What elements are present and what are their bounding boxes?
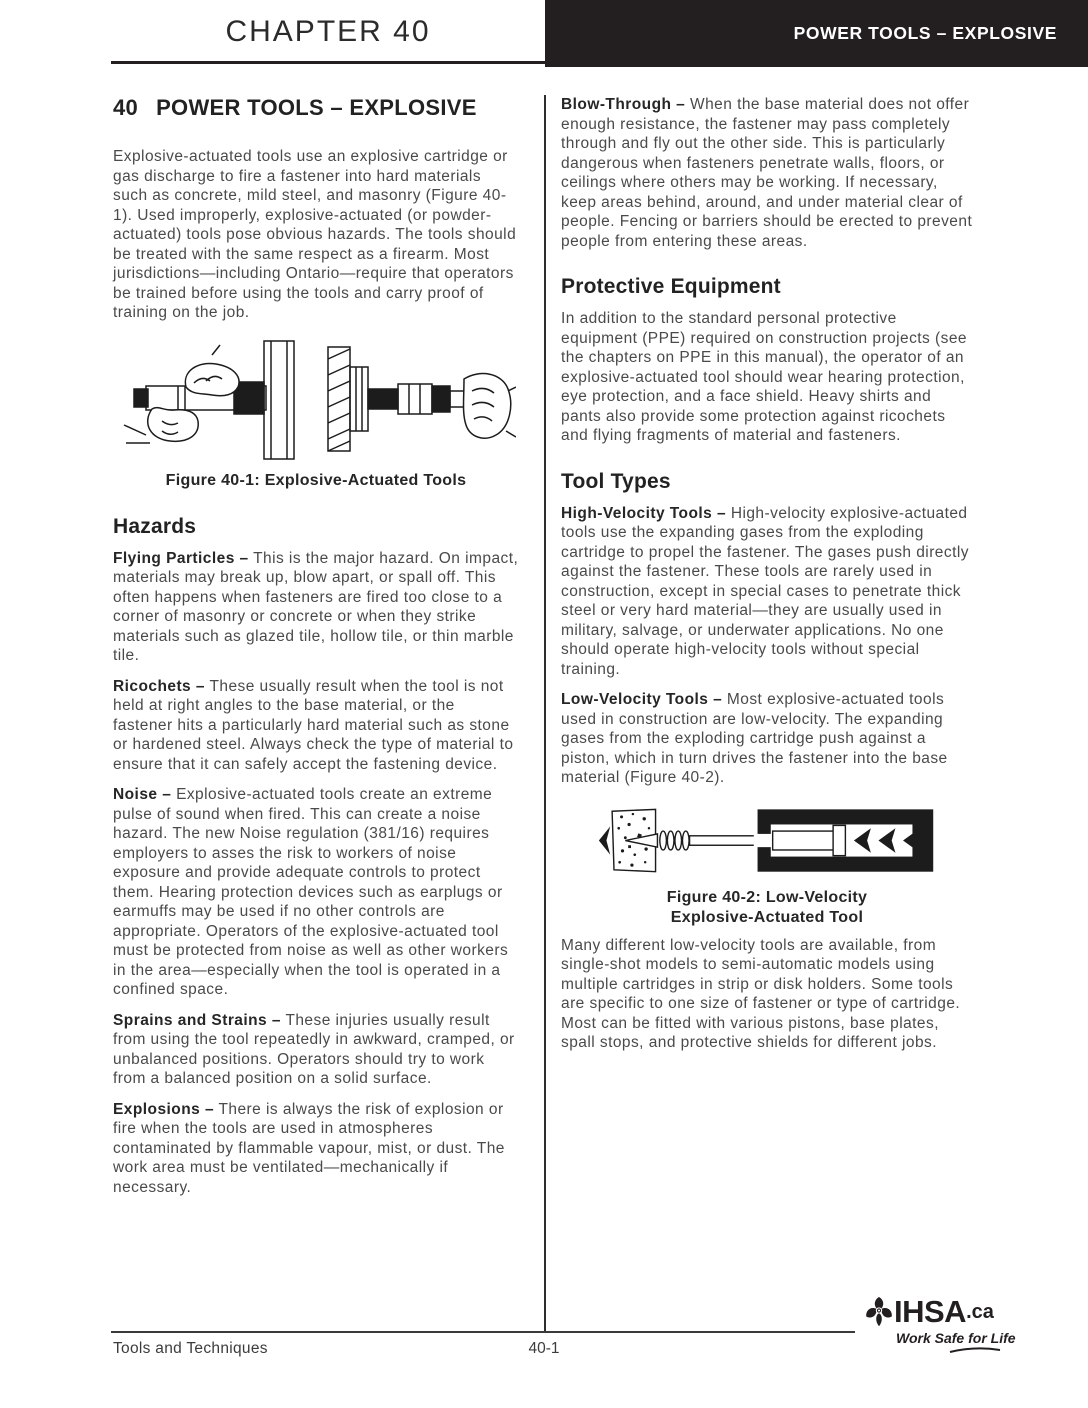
footer-section-name: Tools and Techniques (113, 1340, 268, 1357)
tool-type-label: High-Velocity Tools – (561, 504, 727, 522)
banner-title: POWER TOOLS – EXPLOSIVE (793, 23, 1057, 43)
hazard-blow-through: Blow-Through – When the base material does not offer enough resistance, the fastener may pass completely through and fly out the other side. This is particularly dangerous when fasteners penetrate walls, floors, or ceilings where others may be working. If necessary, keep areas behind, around, and under material clear of people. Fencing or barriers should be erected to prevent people from entering these areas. (561, 96, 973, 250)
hazard-explosions: Explosions – There is always the risk of explosion or fire when the tools are used in atmospheres contaminated by flammable vapour, mist, or dust. The work area must be ventilated—mechanically if necessary. (113, 1100, 505, 1196)
intro-paragraph: Explosive-actuated tools use an explosive cartridge or gas discharge to fire a fastener into hard materials such as concrete, mild steel, and masonry (Figure 40-1). Used improperly, explosive-actuated (or powder-actuated) tools pose obvious hazards. The tools should be treated with the same respect as a firearm. Most jurisdictions—including Ontario—require that operators be trained before using the tools and carry proof of training on the job. (113, 148, 517, 321)
hazard-label: Explosions – (113, 1100, 215, 1118)
section-title-text: POWER TOOLS – EXPLOSIVE (156, 95, 477, 120)
figure-40-2-caption: Figure 40-2: Low-Velocity Explosive-Actuated Tool (666, 888, 868, 926)
tagline-swoosh-icon (949, 1347, 1001, 1353)
hazard-flying-particles: Flying Particles – This is the major hazard. On impact, materials may break up, blow apart, or spall off. This often happens when fasteners are fired too close to a corner of masonry or concrete or when they strike materials such as glazed tile, hollow tile, or thin marble tile. (113, 549, 519, 664)
chapter-header (111, 0, 545, 64)
explosive-actuated-tools-illustration (116, 339, 516, 461)
left-column (113, 95, 519, 1208)
logo-domain-suffix: .ca (966, 1300, 994, 1323)
hazard-label: Blow-Through – (561, 96, 686, 113)
chapter-title: CHAPTER 40 (225, 15, 431, 48)
right-column (561, 95, 973, 1064)
protective-equipment-paragraph: In addition to the standard personal protective equipment (PPE) required on construction projects (see the chapters on PPE in this manual), the operator of an explosive-actuated tool should wear hearing protection, eye protection, and a face shield. Heavy shirts and pants also provide some protection against ricochets and flying fragments of material and fasteners. (561, 310, 967, 444)
column-divider (544, 95, 546, 1332)
protective-equipment-heading: Protective Equipment (561, 275, 781, 298)
chapter-banner (545, 0, 1088, 67)
hazard-label: Noise – (113, 786, 172, 803)
figure-40-2 (561, 804, 973, 928)
trillium-icon (864, 1296, 894, 1328)
tool-types-heading: Tool Types (561, 469, 671, 493)
figure-40-1-caption: Figure 40-1: Explosive-Actuated Tools (165, 471, 467, 489)
logo-wordmark: IHSA (894, 1294, 967, 1329)
closing-paragraph: Many different low-velocity tools are available, from single-shot models to semi-automatic models using multiple cartridges in strip or disk holders. Some tools are specific to one size of fastener or type of cartridge. Most can be fitted with various pistons, base plates, spall stops, and protective shields for different jobs. (561, 936, 961, 1051)
hazard-ricochets: Ricochets – These usually result when the tool is not held at right angles to the base material, or the fastener hits a particularly hard material such as stone or hardened steel. Always check the type of material to ensure that it can safely accept the fastening device. (113, 677, 514, 773)
section-title (113, 95, 519, 121)
ihsa-logo (864, 1296, 1014, 1353)
hazard-noise: Noise – Explosive-actuated tools create an extreme pulse of sound when fired. This can create a noise hazard. The new Noise regulation (381/16) requires employers to asses the risk to workers of noise exposure and provide adequate controls to protect them. Hearing protection devices such as earplugs or earmuffs may be used if no other controls are appropriate. Operators of the explosive-actuated tool must be protected from noise as well as other workers in the area—especially when the tool is operated in a confined space. (113, 786, 509, 998)
tool-type-low-velocity: Low-Velocity Tools – Most explosive-actuated tools used in construction are low-velocity. The expanding gases from the exploding cartridge push against a piston, which in turn drives the fastener into the base material (Figure 40-2). (561, 691, 948, 786)
hazard-label: Flying Particles – (113, 549, 249, 567)
hazard-sprains-strains: Sprains and Strains – These injuries usually result from using the tool repeatedly in awkward, cramped, or unbalanced positions. Operators should try to work from a balanced position on a solid surface. (113, 1011, 515, 1087)
tool-type-high-velocity: High-Velocity Tools – High-velocity explosive-actuated tools use the expanding gases from the exploding cartridge to propel the fastener. The gases push directly against the fastener. These tools are rarely used in construction, except in special cases to penetrate thick steel or very hard material—they are usually used in military, salvage, or underwater applications. No one should operate high-velocity tools without special training. (561, 504, 969, 678)
logo-tagline: Work Safe for Life (896, 1330, 1016, 1346)
tool-type-label: Low-Velocity Tools – (561, 691, 723, 708)
page-number: 40-1 (528, 1340, 560, 1357)
hazard-label: Sprains and Strains – (113, 1011, 281, 1029)
footer-rule (111, 1331, 855, 1333)
section-number: 40 (113, 95, 139, 120)
hazard-label: Ricochets – (113, 677, 205, 695)
low-velocity-tool-diagram (597, 804, 937, 878)
figure-40-1 (113, 339, 519, 491)
hazards-heading: Hazards (113, 514, 197, 538)
